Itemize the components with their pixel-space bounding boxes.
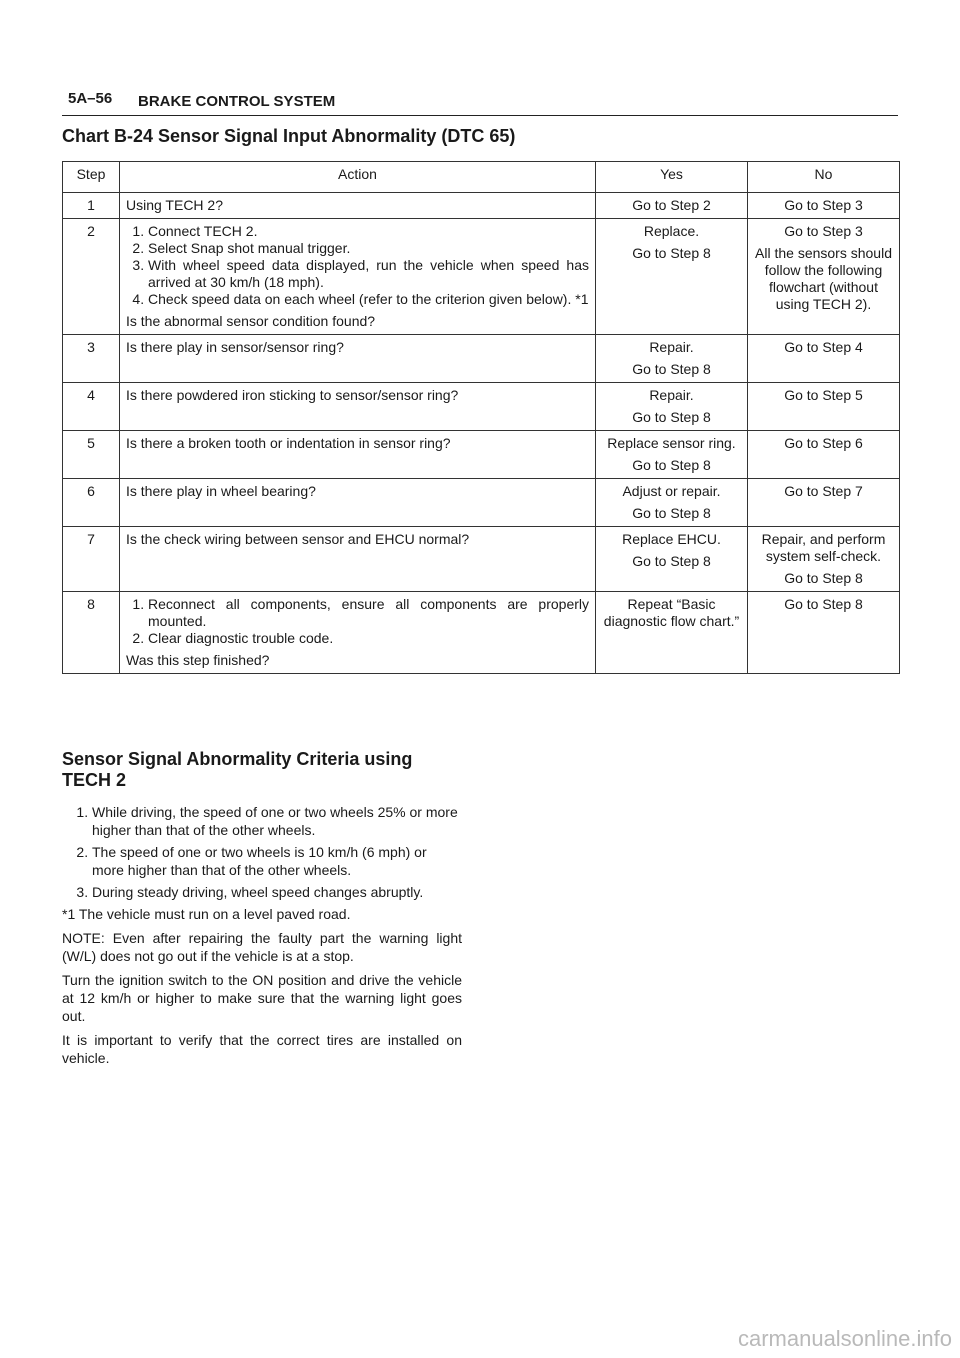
no-result: Go to Step 8 [784,570,863,586]
yes-result: Replace. [643,223,700,239]
criteria-item: 3. During steady driving, wheel speed changes abruptly. [92,883,462,901]
step-number: 2 [63,219,120,335]
no-cell [748,219,900,335]
yes-cell [596,193,748,219]
step-number: 1 [63,193,120,219]
no-cell [748,193,900,219]
action-step: 2. Select Snap shot manual trigger. [148,240,589,257]
action-cell [120,479,596,527]
action-question: Is there powdered iron sticking to sensor/sensor ring? [126,387,459,403]
yes-result: Repair. [649,387,694,403]
action-question: Is the abnormal sensor condition found? [126,313,376,329]
action-question: Was this step finished? [126,652,270,668]
action-cell [120,527,596,592]
action-step: 4. Check speed data on each wheel (refer to the criterion given below). *1 [148,291,589,308]
action-cell [120,383,596,431]
paragraph-ignition: Turn the ignition switch to the ON position and drive the vehicle at 12 km/h or higher to make sure that the warning light goes out. [62,972,462,1024]
yes-result: Go to Step 8 [632,457,711,473]
criteria-heading: Sensor Signal Abnormality Criteria using TECH 2 [62,749,413,790]
table-row [63,335,900,383]
paragraph-tires: It is important to verify that the correct tires are installed on vehicle. [62,1032,462,1066]
table-row [63,193,900,219]
action-cell [120,592,596,674]
no-result: All the sensors should follow the following flowchart (without using TECH 2). [755,245,892,312]
yes-result: Go to Step 8 [632,553,711,569]
yes-cell [596,383,748,431]
watermark: carmanualsonline.info [737,1326,952,1351]
section-title: BRAKE CONTROL SYSTEM [138,93,336,110]
no-result: Go to Step 3 [784,223,863,239]
yes-cell [596,431,748,479]
yes-cell [596,592,748,674]
step-number: 3 [63,335,120,383]
no-cell [748,592,900,674]
step-number: 8 [63,592,120,674]
footnote: *1 The vehicle must run on a level paved road. [62,906,351,922]
table-row [63,592,900,674]
criteria-section [62,749,462,1073]
action-step: 1. Connect TECH 2. [148,223,589,240]
diagnostic-table [62,161,900,674]
action-cell [120,431,596,479]
yes-result: Adjust or repair. [622,483,721,499]
header-rule [62,115,898,116]
no-cell [748,527,900,592]
yes-result: Go to Step 8 [632,505,711,521]
criteria-item: 2. The speed of one or two wheels is 10 km/h (6 mph) or more higher than that of the other wheels. [92,843,462,879]
table-body [63,193,900,674]
table-header-row [63,162,900,193]
no-result: Go to Step 6 [784,435,863,451]
no-result: Go to Step 4 [784,339,863,355]
yes-result: Go to Step 8 [632,361,711,377]
action-cell [120,335,596,383]
no-result: Go to Step 7 [784,483,863,499]
yes-result: Repair. [649,339,694,355]
action-cell [120,219,596,335]
criteria-list [62,803,462,901]
no-cell [748,431,900,479]
yes-result: Replace EHCU. [622,531,721,547]
action-question: Is there play in sensor/sensor ring? [126,339,344,355]
page-number: 5A–56 [68,90,113,107]
action-step: 1. Reconnect all components, ensure all components are properly mounted. [148,596,589,630]
yes-result: Replace sensor ring. [607,435,736,451]
no-result: Go to Step 3 [784,197,863,213]
action-step: 2. Clear diagnostic trouble code. [148,630,589,647]
yes-result: Repeat “Basic diagnostic flow chart.” [603,596,740,629]
action-question: Is there a broken tooth or indentation in sensor ring? [126,435,451,451]
action-question: Using TECH 2? [126,197,224,213]
step-number: 6 [63,479,120,527]
table-row [63,527,900,592]
step-number: 5 [63,431,120,479]
yes-cell [596,479,748,527]
action-step: 3. With wheel speed data displayed, run the vehicle when speed has arrived at 30 km/h (18 mph). [148,257,589,291]
table-row [63,479,900,527]
chart-title: Chart B-24 Sensor Signal Input Abnormality (DTC 65) [62,126,516,146]
step-number: 4 [63,383,120,431]
no-cell [748,335,900,383]
no-cell [748,383,900,431]
table-row [63,383,900,431]
header-action: Action [120,162,596,193]
action-steps-list [126,223,589,308]
no-result: Go to Step 8 [784,596,863,612]
no-result: Go to Step 5 [784,387,863,403]
yes-result: Go to Step 8 [632,245,711,261]
table-row [63,219,900,335]
yes-cell [596,219,748,335]
header-step: Step [63,162,120,193]
step-number: 7 [63,527,120,592]
table-row [63,431,900,479]
no-cell [748,479,900,527]
note: NOTE: Even after repairing the faulty part the warning light (W/L) does not go out if the vehicle is at a stop. [62,930,462,964]
yes-result: Go to Step 2 [632,197,711,213]
header-yes: Yes [596,162,748,193]
action-question: Is the check wiring between sensor and EHCU normal? [126,531,470,547]
no-result: Repair, and perform system self-check. [761,531,886,564]
yes-result: Go to Step 8 [632,409,711,425]
yes-cell [596,527,748,592]
action-question: Is there play in wheel bearing? [126,483,316,499]
criteria-item: 1. While driving, the speed of one or two wheels 25% or more higher than that of the other wheels. [92,803,462,839]
action-cell [120,193,596,219]
yes-cell [596,335,748,383]
header-no: No [748,162,900,193]
action-steps-list [126,596,589,647]
